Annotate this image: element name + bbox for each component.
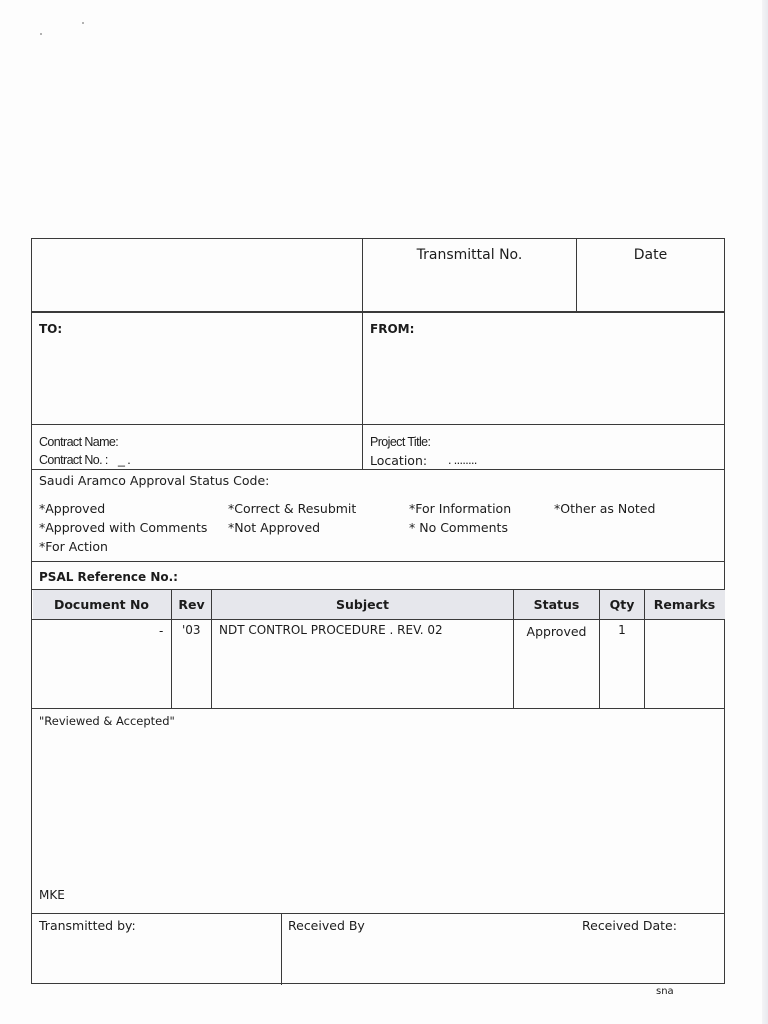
col-header-status: Status — [533, 597, 580, 612]
col-header-remarks: Remarks — [653, 597, 716, 612]
transmittal-no-label: Transmittal No. — [416, 247, 523, 263]
approval-status-title: Saudi Aramco Approval Status Code: — [39, 473, 270, 488]
scan-speck — [40, 33, 42, 35]
rule-header-bottom — [32, 311, 724, 313]
cell-subject: NDT CONTROL PROCEDURE . REV. 02 — [219, 623, 443, 637]
divider-center — [362, 239, 363, 469]
location-label: Location: — [370, 453, 428, 468]
location-value: . ........ — [448, 453, 477, 467]
project-title-label: Project Title: — [370, 435, 431, 449]
col-header-document-no: Document No — [53, 597, 150, 612]
rule-parties-bottom — [32, 424, 724, 425]
rule-table-header-bottom — [32, 619, 724, 620]
cell-status: Approved — [526, 624, 587, 639]
rule-contract-bottom — [32, 469, 724, 470]
page-edge — [762, 0, 768, 1024]
cell-rev: '03 — [182, 623, 201, 637]
received-date-label: Received Date: — [582, 918, 677, 933]
footer-divider — [281, 913, 282, 985]
option-not-approved: *Not Approved — [228, 520, 321, 535]
scan-speck — [82, 22, 84, 24]
transmittal-form — [31, 238, 725, 984]
received-by-label: Received By — [288, 918, 365, 933]
contract-name-label: Contract Name: — [39, 435, 119, 449]
page-tag: sna — [656, 986, 674, 997]
transmitted-by-label: Transmitted by: — [39, 918, 136, 933]
psal-reference-label: PSAL Reference No.: — [39, 570, 178, 584]
col-header-rev: Rev — [178, 597, 205, 612]
rule-review-bottom — [32, 913, 724, 914]
option-approved-with-comments: *Approved with Comments — [39, 520, 208, 535]
option-other-as-noted: *Other as Noted — [554, 501, 656, 516]
option-for-information: *For Information — [409, 501, 512, 516]
col-header-qty: Qty — [609, 597, 635, 612]
option-no-comments: * No Comments — [409, 520, 508, 535]
option-approved: *Approved — [39, 501, 106, 516]
contract-no-value: _ . — [118, 453, 131, 467]
rule-approval-bottom — [32, 561, 724, 562]
option-for-action: *For Action — [39, 539, 108, 554]
reviewer-initials: MKE — [39, 888, 65, 902]
to-label: TO: — [39, 322, 63, 336]
rule-table-bottom — [32, 708, 724, 709]
contract-no-label: Contract No. : — [39, 453, 108, 467]
reviewed-accepted-note: "Reviewed & Accepted" — [39, 714, 175, 728]
cell-qty: 1 — [618, 623, 626, 637]
date-label: Date — [633, 247, 668, 263]
from-label: FROM: — [370, 322, 415, 336]
col-header-subject: Subject — [336, 597, 389, 612]
cell-document-no: - — [159, 624, 164, 638]
option-correct-resubmit: *Correct & Resubmit — [228, 501, 357, 516]
